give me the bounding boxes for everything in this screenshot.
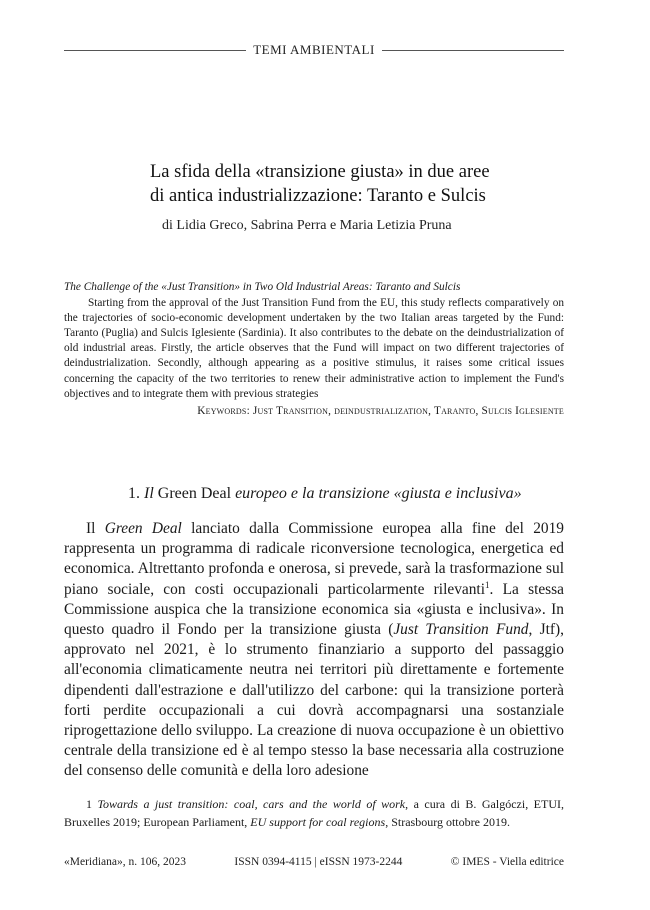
footnote-f1: Towards a just transition: coal, cars and the world of work <box>97 797 406 811</box>
running-header <box>64 42 564 58</box>
body-jtf: Just Transition Fund <box>393 621 529 639</box>
page-footer <box>64 856 564 868</box>
footnote-f4: , Strasbourg ottobre 2019. <box>385 815 510 829</box>
section-label: TEMI AMBIENTALI <box>253 42 375 57</box>
body-s3: lanciato dalla Commissione europea alla fine del 2019 rappresenta un programma di radicale riconversione tecnologica, energetica ed economica. Altrettanto profonda e onerosa, si prevede, sarà la trasformazione sul piano sociale, con costi occupazionali particolarmente rilevanti <box>64 520 565 598</box>
keywords: Keywords: Just Transition, deindustrialization, Taranto, Sulcis Iglesiente <box>197 404 564 417</box>
section-heading-il: Il <box>144 485 154 502</box>
body-green-deal: Green Deal <box>104 520 182 537</box>
section-heading-green-deal: Green Deal <box>157 485 232 502</box>
footnote-f3: EU support for coal regions <box>250 815 386 829</box>
body-s4: . La stessa Commissione auspica che la transizione economica sia «giusta e inclusiva». In questo quadro il Fondo per la transizione giusta ( <box>64 580 564 639</box>
body-s6: , Jtf), approvato nel 2021, è lo strumento finanziario a supporto del passaggio all'economia climaticamente neutra nei territori più direttamente e fortemente dipendenti dall'estrazione e dall'utilizzo del carbone: qui la transizione porterà forti perdite occupazionali a cui dovrà accompagnarsi una sostanziale riprogettazione dello sviluppo. La creazione di nuova occupazione è un obiettivo centrale della transizione ed è al tempo stesso la base necessaria alla costruzione del consenso delle comunità e della loro adesione <box>64 621 565 780</box>
abstract-body: Starting from the approval of the Just Transition Fund from the EU, this study reflects comparatively on the trajectories of socio-economic development undertaken by the two Italian areas targeted by the Fund: Taranto (Puglia) and Sulcis Iglesiente (Sardinia). It also contributes to the debate on the deindustrialization of old industrial areas. Firstly, the article observes that the Fund will impact on two different trajectories of deindustrialization. Secondly, although appearing as a positive stimulus, it raises some critical issues concerning the capacity of the two territories to renew their administrative action to implement the Fund's objectives and to integrate them with previous strategies <box>64 297 564 400</box>
body-text <box>64 519 564 782</box>
body-paragraph <box>64 519 564 782</box>
footnote-f2: , a cura di B. Galgóczi, ETUI, Bruxelles 2019; European Parliament, <box>64 797 564 829</box>
section-heading <box>128 485 568 503</box>
abstract <box>64 280 564 419</box>
header-rule-left <box>64 50 246 51</box>
article-title <box>150 160 550 208</box>
footnote <box>64 795 564 831</box>
title-line-1: La sfida della «transizione giusta» in due aree <box>150 162 490 182</box>
footnote-number: 1 <box>86 797 92 811</box>
footer-publisher: © IMES - Viella editrice <box>450 856 564 868</box>
footer-issn: ISSN 0394-4115 | eISSN 1973-2244 <box>234 856 403 868</box>
header-rule-right <box>382 50 564 51</box>
body-s1: Il <box>86 520 105 537</box>
section-heading-rest: europeo e la transizione «giusta e inclusiva» <box>235 485 522 502</box>
footnote-text <box>64 795 564 831</box>
abstract-title: The Challenge of the «Just Transition» in Two Old Industrial Areas: Taranto and Sulcis <box>64 281 461 293</box>
footnote-ref[interactable]: 1 <box>484 579 490 590</box>
section-number: 1. <box>128 485 140 502</box>
footer-journal: «Meridiana», n. 106, 2023 <box>64 856 187 868</box>
title-line-2: di antica industrializzazione: Taranto e Sulcis <box>150 186 486 206</box>
article-authors: di Lidia Greco, Sabrina Perra e Maria Letizia Pruna <box>162 218 452 233</box>
